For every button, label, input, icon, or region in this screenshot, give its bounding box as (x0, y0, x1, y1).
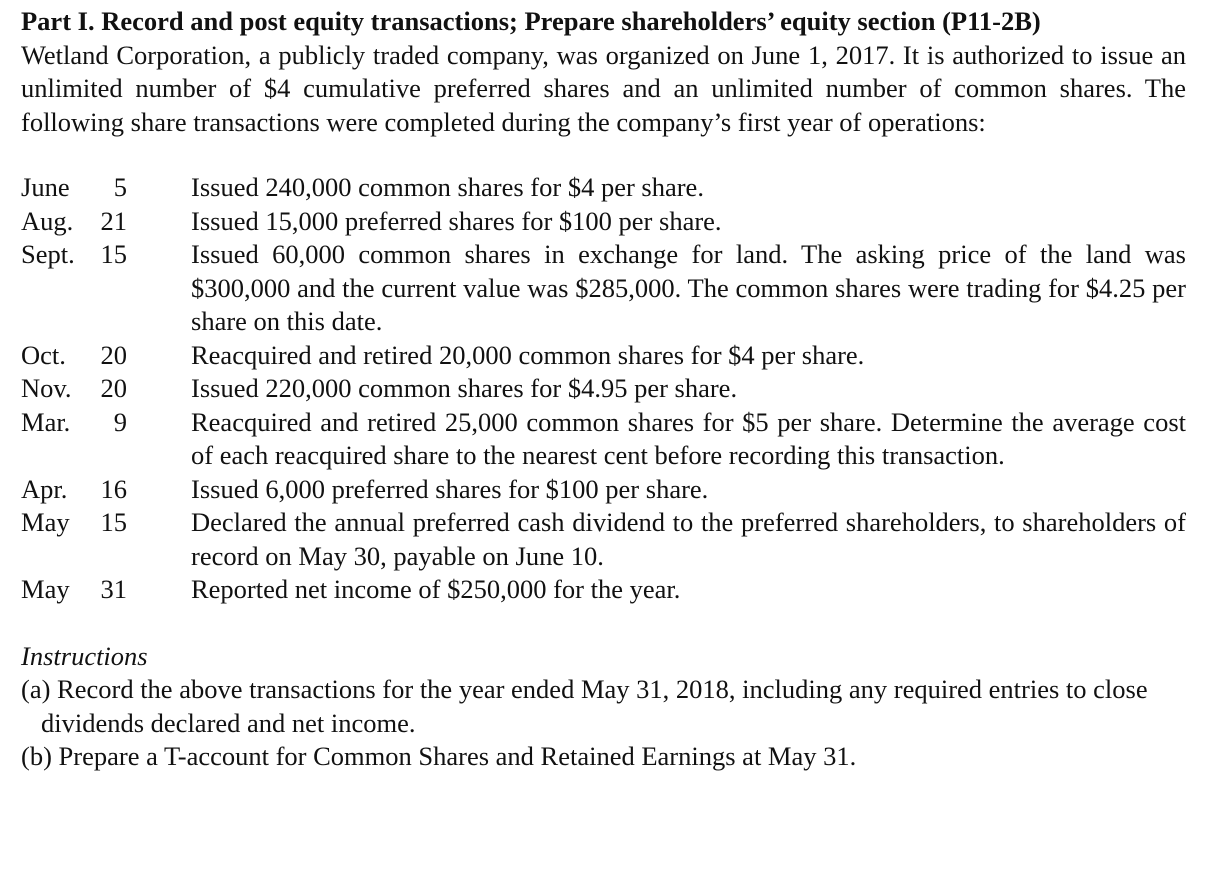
instructions-heading: Instructions (21, 640, 148, 671)
transaction-description: Reacquired and retired 25,000 common shares for $5 per share. Determine the average cost of each reacquired share to the nearest cent before recording this transaction. (191, 406, 1186, 470)
transaction-row (21, 406, 1186, 473)
instruction-item (21, 673, 1186, 740)
instruction-text: Record the above transactions for the year ended May 31, 2018, including any required entries to close dividends declared and net income. (41, 674, 1148, 738)
transaction-month: Oct. (21, 339, 66, 370)
instruction-item (21, 740, 1186, 774)
transaction-month: Mar. (21, 406, 71, 437)
transaction-day: 21 (100, 205, 127, 236)
transaction-day: 15 (100, 239, 127, 269)
transaction-row (21, 573, 1186, 607)
transaction-day: 20 (100, 373, 127, 403)
transaction-description: Reported net income of $250,000 for the year. (191, 574, 681, 604)
problem-intro: Wetland Corporation, a publicly traded company, was organized on June 1, 2017. It is authorized to issue an unlimited number of $4 cumulative preferred shares and an unlimited number of common shares. The following share transactions were completed during the company’s first year of operations: (21, 39, 1186, 137)
problem-title: Part I. Record and post equity transactions; Prepare shareholders’ equity section (P11-2B) (21, 6, 1041, 36)
transaction-description: Issued 6,000 preferred shares for $100 per share. (191, 473, 709, 504)
transaction-description: Reacquired and retired 20,000 common shares for $4 per share. (191, 339, 865, 370)
transaction-day: 16 (100, 473, 127, 504)
transaction-row (21, 171, 1186, 205)
transaction-row (21, 506, 1186, 573)
transaction-month: Sept. (21, 239, 75, 269)
instructions-section (21, 640, 1186, 774)
instruction-label: (a) (21, 674, 51, 704)
transaction-row (21, 372, 1186, 406)
transaction-row (21, 473, 1186, 507)
transaction-month: Nov. (21, 373, 72, 403)
transaction-description: Declared the annual preferred cash dividend to the preferred shareholders, to shareholders of record on May 30, payable on June 10. (191, 507, 1186, 571)
transaction-row (21, 238, 1186, 339)
transaction-description: Issued 60,000 common shares in exchange for land. The asking price of the land was $300,000 and the current value was $285,000. The common shares were trading for $4.25 per share on this date. (191, 239, 1186, 336)
transaction-day: 31 (100, 574, 127, 604)
transaction-row (21, 205, 1186, 239)
transaction-month: Apr. (21, 473, 68, 504)
transaction-list (21, 171, 1186, 607)
transaction-month: May (21, 507, 70, 537)
transaction-month: Aug. (21, 205, 74, 236)
transaction-day: 15 (100, 507, 127, 537)
transaction-description: Issued 220,000 common shares for $4.95 per share. (191, 373, 738, 403)
transaction-row (21, 339, 1186, 373)
instruction-label: (b) (21, 741, 52, 771)
transaction-day: 5 (113, 172, 127, 202)
transaction-day: 9 (113, 406, 127, 437)
transaction-month: June (21, 172, 70, 202)
instruction-text: Prepare a T-account for Common Shares and Retained Earnings at May 31. (58, 741, 857, 771)
transaction-day: 20 (100, 339, 127, 370)
transaction-description: Issued 15,000 preferred shares for $100 per share. (191, 205, 722, 236)
transaction-description: Issued 240,000 common shares for $4 per share. (191, 172, 704, 202)
transaction-month: May (21, 574, 70, 604)
